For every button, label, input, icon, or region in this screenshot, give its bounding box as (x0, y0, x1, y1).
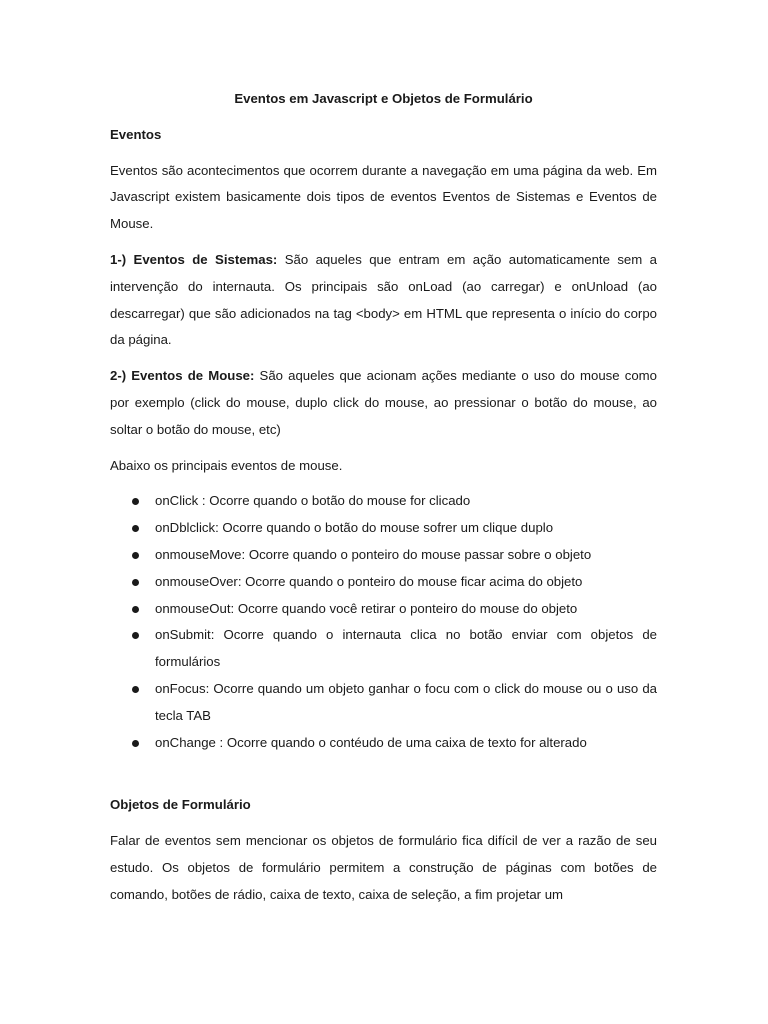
system-events-label: 1-) Eventos de Sistemas: (110, 251, 278, 267)
section-heading-eventos: Eventos (110, 126, 162, 142)
list-item-text: onmouseOut: Ocorre quando você retirar o ponteiro do mouse do objeto (155, 600, 578, 616)
list-item (110, 676, 657, 730)
section2-paragraph: Falar de eventos sem mencionar os objetos de formulário fica difícil de ver a razão de seu estudo. Os objetos de formulário permitem a construção de páginas com botões de comando, botões de rádio, caixa de texto, caixa de seleção, a fim projetar um (110, 833, 657, 902)
list-item-text: onSubmit: Ocorre quando o internauta clica no botão enviar com objetos de formulários (155, 627, 657, 670)
bullet-icon (132, 740, 139, 747)
mouse-events-label: 2-) Eventos de Mouse: (110, 368, 255, 384)
list-item (110, 515, 657, 542)
list-item-text: onmouseMove: Ocorre quando o ponteiro do mouse passar sobre o objeto (155, 546, 592, 562)
document-page (110, 86, 657, 918)
list-item (110, 730, 657, 757)
mouse-events-list (110, 488, 657, 756)
bullet-icon (132, 686, 139, 693)
list-item-text: onClick : Ocorre quando o botão do mouse for clicado (155, 493, 471, 509)
system-events-paragraph (110, 247, 657, 354)
spacer (110, 756, 657, 792)
list-item-text: onChange : Ocorre quando o contéudo de uma caixa de texto for alterado (155, 734, 587, 750)
list-item (110, 542, 657, 569)
bullet-icon (132, 632, 139, 639)
bullet-icon (132, 498, 139, 505)
list-item (110, 569, 657, 596)
list-item (110, 596, 657, 623)
list-intro: Abaixo os principais eventos de mouse. (110, 457, 343, 473)
bullet-icon (132, 606, 139, 613)
section-heading-objetos: Objetos de Formulário (110, 797, 251, 813)
list-item-text: onmouseOver: Ocorre quando o ponteiro do mouse ficar acima do objeto (155, 573, 583, 589)
list-item-text: onFocus: Ocorre quando um objeto ganhar o focu com o click do mouse ou o uso da tecla TAB (155, 680, 657, 723)
bullet-icon (132, 579, 139, 586)
bullet-icon (132, 552, 139, 559)
document-title: Eventos em Javascript e Objetos de Formulário (234, 91, 533, 106)
bullet-icon (132, 525, 139, 532)
system-events-text: São aqueles que entram em ação automaticamente sem a intervenção do internauta. Os principais são onLoad (ao carregar) e onUnload (ao descarregar) que são adicionados na tag <body> em HTML que representa o início do corpo da página. (110, 251, 657, 348)
mouse-events-paragraph (110, 363, 657, 443)
mouse-events-text: São aqueles que acionam ações mediante o uso do mouse como por exemplo (click do mouse, duplo click do mouse, ao pressionar o botão do mouse, ao soltar o botão do mouse, etc) (110, 368, 657, 437)
list-item (110, 622, 657, 676)
intro-paragraph: Eventos são acontecimentos que ocorrem durante a navegação em uma página da web. Em Javascript existem basicamente dois tipos de eventos Eventos de Sistemas e Eventos de Mouse. (110, 162, 657, 232)
list-item (110, 488, 657, 515)
list-item-text: onDblclick: Ocorre quando o botão do mouse sofrer um clique duplo (155, 520, 554, 536)
